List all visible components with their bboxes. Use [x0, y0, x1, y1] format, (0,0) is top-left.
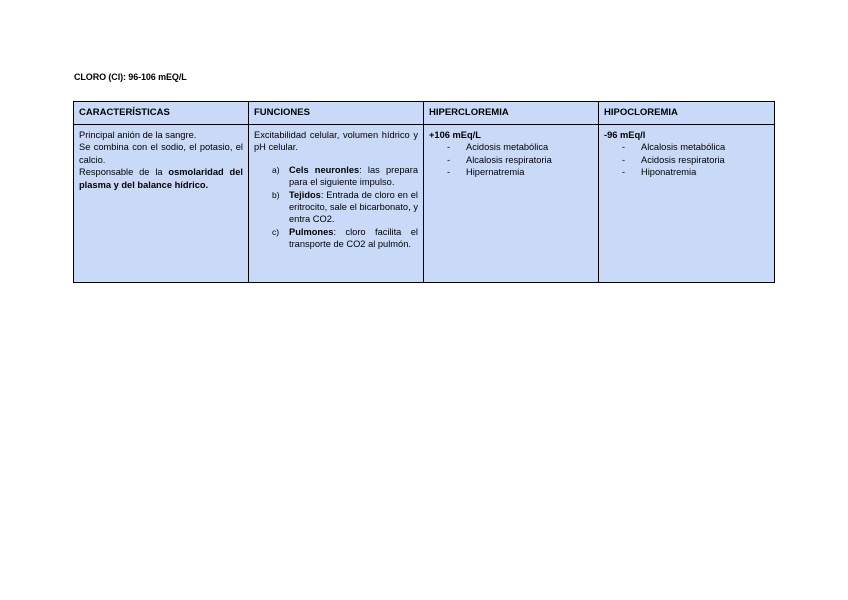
list-item [622, 141, 769, 153]
hipercloremia-list [429, 141, 593, 178]
table-header-row [74, 102, 775, 125]
caracteristicas-line-3-bold: osmolaridad del plasma y del balance hídrico. [79, 167, 243, 190]
list-item-bold: Cels neuronles [289, 164, 360, 175]
list-marker: c) [272, 226, 280, 237]
list-item-text: : las prepara para el siguiente impulso. [289, 164, 418, 188]
list-item-text: Hipernatremia [466, 167, 525, 178]
funciones-intro: Excitabilidad celular, volumen hídrico y pH celular. [254, 130, 418, 153]
header-hipocloremia: HIPOCLOREMIA [599, 102, 775, 125]
hipocloremia-list [604, 141, 769, 178]
table-row [74, 125, 775, 283]
list-item [272, 189, 418, 226]
list-item-bold: Pulmones [289, 226, 334, 237]
dash-marker: - [447, 167, 451, 178]
header-hipercloremia: HIPERCLOREMIA [424, 102, 599, 125]
cell-caracteristicas [74, 125, 249, 283]
list-marker: b) [272, 189, 280, 200]
hipocloremia-value: -96 mEq/l [604, 130, 646, 140]
funciones-list [254, 164, 418, 251]
page-title: CLORO (Cl): 96-106 mEQ/L [74, 72, 187, 82]
caracteristicas-line-1: Principal anión de la sangre. [79, 130, 197, 140]
list-item-bold: Tejidos [289, 189, 321, 200]
list-item [447, 154, 593, 166]
list-marker: a) [272, 164, 280, 175]
dash-marker: - [622, 154, 626, 165]
list-item-text: Hiponatremia [641, 167, 697, 178]
cell-hipocloremia [599, 125, 775, 283]
dash-marker: - [447, 154, 451, 165]
list-item-text: Acidosis respiratoria [641, 154, 725, 165]
cell-hipercloremia [424, 125, 599, 283]
list-item [447, 166, 593, 178]
header-caracteristicas: CARACTERÍSTICAS [74, 102, 249, 125]
chlorine-table [73, 101, 775, 283]
caracteristicas-line-2: Se combina con el sodio, el potasio, el calcio. [79, 142, 243, 165]
list-item-text: : Entrada de cloro en el eritrocito, sale el bicarbonato, y entra CO2. [289, 189, 418, 225]
list-item [622, 154, 769, 166]
list-item-text: Acidosis metabólica [466, 142, 549, 153]
dash-marker: - [622, 167, 626, 178]
caracteristicas-line-3-prefix: Responsable de la [79, 167, 169, 178]
list-item-text: Alcalosis respiratoria [466, 154, 552, 165]
hipercloremia-value: +106 mEq/L [429, 130, 481, 140]
cell-funciones [249, 125, 424, 283]
list-item [447, 141, 593, 153]
list-item [622, 166, 769, 178]
header-funciones: FUNCIONES [249, 102, 424, 125]
list-item-text: : cloro facilita el transporte de CO2 al pulmón. [289, 226, 418, 250]
caracteristicas-line-3 [79, 166, 243, 191]
list-item [272, 226, 418, 251]
list-item [272, 164, 418, 189]
list-item-text: Alcalosis metabólica [641, 142, 726, 153]
dash-marker: - [447, 142, 451, 153]
dash-marker: - [622, 142, 626, 153]
